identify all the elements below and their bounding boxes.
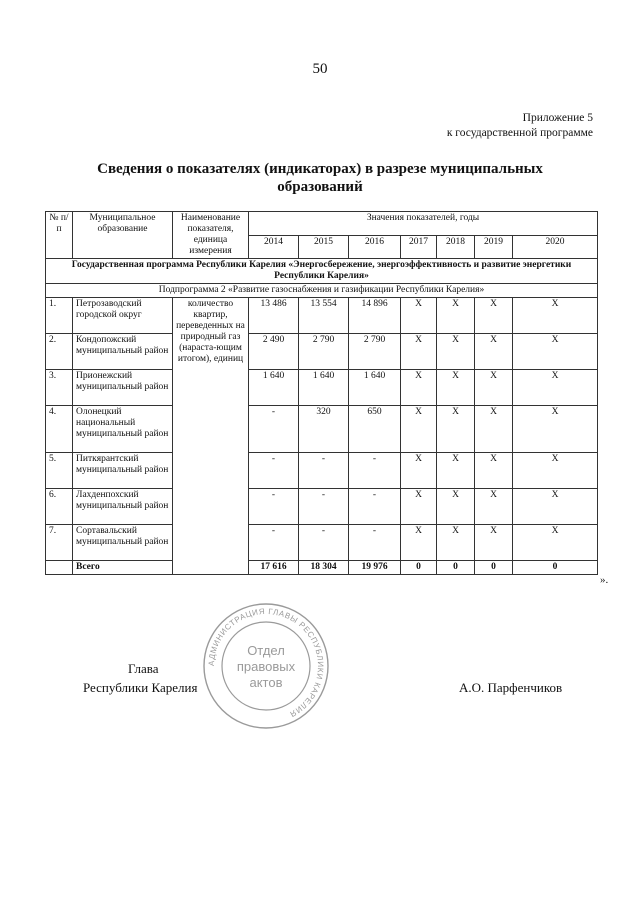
row-num: 6. bbox=[46, 489, 73, 525]
row-name: Прионежский муниципальный район bbox=[73, 370, 173, 406]
row-value: Х bbox=[437, 298, 475, 334]
document-title: Сведения о показателях (индикаторах) в разрезе муниципальных образований bbox=[97, 161, 543, 195]
stamp-line-2: правовых bbox=[236, 659, 296, 674]
row-value: 650 bbox=[349, 406, 401, 453]
row-value: Х bbox=[475, 489, 513, 525]
page-number: 50 bbox=[312, 61, 328, 77]
row-value: Х bbox=[401, 370, 437, 406]
row-value: Х bbox=[475, 370, 513, 406]
row-num: 5. bbox=[46, 453, 73, 489]
row-value: Х bbox=[513, 489, 598, 525]
closing-quote: ». bbox=[600, 574, 609, 586]
row-value: 320 bbox=[299, 406, 349, 453]
row-value: Х bbox=[401, 525, 437, 561]
row-value: Х bbox=[513, 406, 598, 453]
row-value: Х bbox=[475, 406, 513, 453]
stamp-ring-text: АДМИНИСТРАЦИЯ ГЛАВЫ РЕСПУБЛИКИ КАРЕЛИЯ bbox=[206, 606, 326, 719]
total-value: 0 bbox=[401, 561, 437, 575]
row-value: - bbox=[299, 453, 349, 489]
row-value: Х bbox=[401, 298, 437, 334]
header-year: 2020 bbox=[513, 235, 598, 259]
table-row bbox=[46, 406, 598, 453]
row-value: Х bbox=[437, 334, 475, 370]
row-value: Х bbox=[437, 453, 475, 489]
row-value: Х bbox=[475, 525, 513, 561]
row-value: - bbox=[349, 453, 401, 489]
header-year: 2015 bbox=[299, 235, 349, 259]
table-row bbox=[46, 370, 598, 406]
table-row bbox=[46, 525, 598, 561]
row-num: 7. bbox=[46, 525, 73, 561]
table-row bbox=[46, 489, 598, 525]
row-name: Петрозаводский городской округ bbox=[73, 298, 173, 334]
signature-title-2: Республики Карелия bbox=[83, 680, 198, 695]
total-value: 18 304 bbox=[299, 561, 349, 575]
row-value: - bbox=[249, 525, 299, 561]
row-value: - bbox=[349, 489, 401, 525]
row-value: 13 554 bbox=[299, 298, 349, 334]
total-label: Всего bbox=[73, 561, 173, 575]
signature-title-1: Глава bbox=[128, 661, 159, 676]
row-value: 2 490 bbox=[249, 334, 299, 370]
row-value: - bbox=[299, 525, 349, 561]
total-value: 0 bbox=[513, 561, 598, 575]
row-value: Х bbox=[401, 453, 437, 489]
total-value: 17 616 bbox=[249, 561, 299, 575]
total-row bbox=[46, 561, 598, 575]
row-value: Х bbox=[513, 370, 598, 406]
row-value: Х bbox=[513, 298, 598, 334]
header-municipality: Муниципальное образование bbox=[73, 212, 173, 259]
header-year: 2018 bbox=[437, 235, 475, 259]
row-value: - bbox=[249, 489, 299, 525]
indicators-table bbox=[45, 211, 598, 575]
table-row bbox=[46, 334, 598, 370]
row-value: Х bbox=[437, 370, 475, 406]
row-name: Кондопожский муниципальный район bbox=[73, 334, 173, 370]
row-value: Х bbox=[401, 334, 437, 370]
header-year: 2017 bbox=[401, 235, 437, 259]
row-value: 1 640 bbox=[299, 370, 349, 406]
row-value: 2 790 bbox=[349, 334, 401, 370]
header-indicator: Наименование показателя, единица измерения bbox=[173, 212, 249, 259]
row-name: Лахденпохский муниципальный район bbox=[73, 489, 173, 525]
total-value: 19 976 bbox=[349, 561, 401, 575]
row-value: 1 640 bbox=[349, 370, 401, 406]
row-value: - bbox=[299, 489, 349, 525]
table-row bbox=[46, 453, 598, 489]
row-value: Х bbox=[401, 406, 437, 453]
row-value: Х bbox=[513, 525, 598, 561]
legal-department-stamp bbox=[200, 600, 332, 732]
row-value: Х bbox=[401, 489, 437, 525]
row-value: Х bbox=[475, 298, 513, 334]
header-num: № п/п bbox=[46, 212, 73, 259]
row-value: Х bbox=[437, 525, 475, 561]
stamp-line-3: актов bbox=[249, 675, 283, 690]
row-value: Х bbox=[513, 334, 598, 370]
stamp-line-1: Отдел bbox=[247, 643, 285, 658]
row-num: 1. bbox=[46, 298, 73, 334]
row-value: 1 640 bbox=[249, 370, 299, 406]
row-value: - bbox=[249, 406, 299, 453]
total-value: 0 bbox=[475, 561, 513, 575]
row-value: Х bbox=[437, 489, 475, 525]
header-year: 2019 bbox=[475, 235, 513, 259]
row-name: Сортавальский муниципальный район bbox=[73, 525, 173, 561]
row-num: 2. bbox=[46, 334, 73, 370]
row-value: 13 486 bbox=[249, 298, 299, 334]
total-value: 0 bbox=[437, 561, 475, 575]
row-num: 3. bbox=[46, 370, 73, 406]
row-value: Х bbox=[475, 334, 513, 370]
signatory-name: А.О. Парфенчиков bbox=[459, 680, 563, 695]
appendix-line-2: к государственной программе bbox=[446, 127, 593, 139]
appendix-line-1: Приложение 5 bbox=[522, 112, 593, 124]
row-value: 2 790 bbox=[299, 334, 349, 370]
row-value: - bbox=[249, 453, 299, 489]
row-name: Олонецкий национальный муниципальный район bbox=[73, 406, 173, 453]
row-value: Х bbox=[475, 453, 513, 489]
row-name: Питкярантский муниципальный район bbox=[73, 453, 173, 489]
row-num: 4. bbox=[46, 406, 73, 453]
row-value: - bbox=[349, 525, 401, 561]
header-year: 2016 bbox=[349, 235, 401, 259]
table-row bbox=[46, 298, 598, 334]
subprogram-row: Подпрограмма 2 «Развитие газоснабжения и газификации Республики Карелия» bbox=[46, 284, 598, 298]
row-value: Х bbox=[513, 453, 598, 489]
indicator-name: количество квартир, переведенных на природный газ (нараста-ющим итогом), единиц bbox=[173, 298, 249, 575]
header-year: 2014 bbox=[249, 235, 299, 259]
row-value: 14 896 bbox=[349, 298, 401, 334]
header-values-group: Значения показателей, годы bbox=[249, 212, 598, 236]
row-value: Х bbox=[437, 406, 475, 453]
program-row: Государственная программа Республики Карелия «Энергосбережение, энергоэффективность и развитие энергетики Республики Карелия» bbox=[46, 259, 598, 284]
